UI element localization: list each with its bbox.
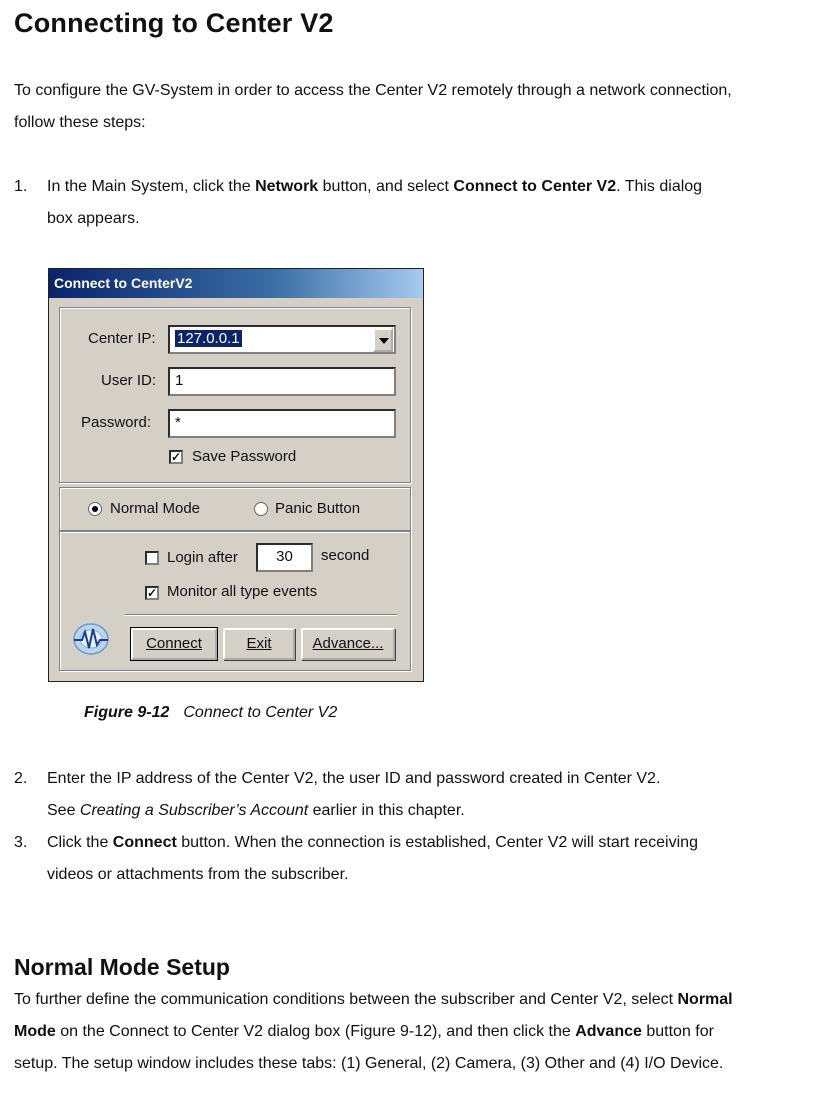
connect-dialog xyxy=(48,268,424,682)
user-id-label: User ID: xyxy=(101,372,157,389)
user-id-field[interactable]: 1 xyxy=(168,367,396,396)
step-3-text-part: button. When the connection is established, Center V2 will start receiving xyxy=(176,834,698,851)
step-1-text-part: . This dialog xyxy=(616,178,703,195)
step-2-text-part: See xyxy=(47,802,80,819)
exit-button[interactable] xyxy=(223,628,295,660)
step-3-text xyxy=(47,827,817,891)
step-1-text-part: button, and select xyxy=(318,178,454,195)
step-1-text xyxy=(47,171,817,235)
center-ip-value: 127.0.0.1 xyxy=(177,330,240,347)
step-2-reference: Creating a Subscriber’s Account xyxy=(79,802,309,819)
step-3-text-part: Click the xyxy=(47,834,113,851)
section-advance-bold: Advance xyxy=(575,1023,642,1040)
login-after-checkbox[interactable] xyxy=(145,551,159,565)
connect-button-label: Connect xyxy=(146,635,202,652)
chevron-down-icon[interactable] xyxy=(373,328,393,352)
normal-mode-label: Normal Mode xyxy=(110,500,201,517)
normal-mode-radio[interactable] xyxy=(88,502,102,516)
page-title: Connecting to Center V2 xyxy=(14,8,334,38)
panic-button-label: Panic Button xyxy=(275,500,361,517)
network-monitor-icon xyxy=(71,621,111,657)
monitor-events-label: Monitor all type events xyxy=(167,583,318,600)
dialog-title-bar: Connect to CenterV2 xyxy=(49,269,423,298)
section-text-part: on the Connect to Center V2 dialog box (Figure 9-12), and then click the xyxy=(55,1023,576,1040)
step-2-text xyxy=(47,763,817,827)
login-after-seconds-input[interactable]: 30 xyxy=(256,543,313,572)
advance-button[interactable] xyxy=(301,628,395,660)
second-label: second xyxy=(321,547,370,564)
intro-line-2: follow these steps: xyxy=(14,114,146,131)
step-3-number: 3. xyxy=(14,834,28,851)
section-heading: Normal Mode Setup xyxy=(14,954,230,980)
center-ip-combobox[interactable] xyxy=(168,325,396,354)
step-1-network-bold: Network xyxy=(255,178,319,195)
step-2-line-1: Enter the IP address of the Center V2, the user ID and password created in Center V2. xyxy=(47,770,661,787)
intro-line-1: To configure the GV-System in order to access the Center V2 remotely through a network connection, xyxy=(14,82,732,99)
section-line-3: setup. The setup window includes these tabs: (1) General, (2) Camera, (3) Other and (4) I/O Device. xyxy=(14,1055,724,1072)
step-2-text-part: earlier in this chapter. xyxy=(308,802,465,819)
step-1-number: 1. xyxy=(14,178,28,195)
save-password-label: Save Password xyxy=(192,448,297,465)
password-field[interactable]: * xyxy=(168,409,396,438)
step-1-text-part: In the Main System, click the xyxy=(47,178,256,195)
section-paragraph xyxy=(14,984,819,1080)
figure-number: Figure 9-12 xyxy=(84,704,170,721)
step-3-connect-bold: Connect xyxy=(112,834,177,851)
options-separator xyxy=(125,614,397,616)
step-1-line-2: box appears. xyxy=(47,210,140,227)
step-2-number: 2. xyxy=(14,770,28,787)
section-text-part: To further define the communication conditions between the subscriber and Center V2, select xyxy=(14,991,678,1008)
section-text-part: button for xyxy=(641,1023,714,1040)
figure-caption xyxy=(84,704,337,722)
panic-button-radio[interactable] xyxy=(254,502,268,516)
save-password-checkbox[interactable]: ✓ xyxy=(171,450,182,464)
section-normal-bold: Normal xyxy=(677,991,733,1008)
password-label: Password: xyxy=(81,414,152,431)
center-ip-label: Center IP: xyxy=(88,330,156,347)
connect-button[interactable] xyxy=(131,628,217,660)
step-3-line-2: videos or attachments from the subscriber. xyxy=(47,866,349,883)
monitor-events-checkbox[interactable]: ✓ xyxy=(147,586,158,600)
figure-title: Connect to Center V2 xyxy=(183,704,338,721)
login-after-label: Login after xyxy=(167,549,238,566)
exit-button-label: Exit xyxy=(246,635,272,652)
intro-paragraph xyxy=(14,75,814,139)
step-1-connect-bold: Connect to Center V2 xyxy=(453,178,617,195)
advance-button-label: Advance... xyxy=(312,635,384,652)
section-mode-bold: Mode xyxy=(14,1023,56,1040)
